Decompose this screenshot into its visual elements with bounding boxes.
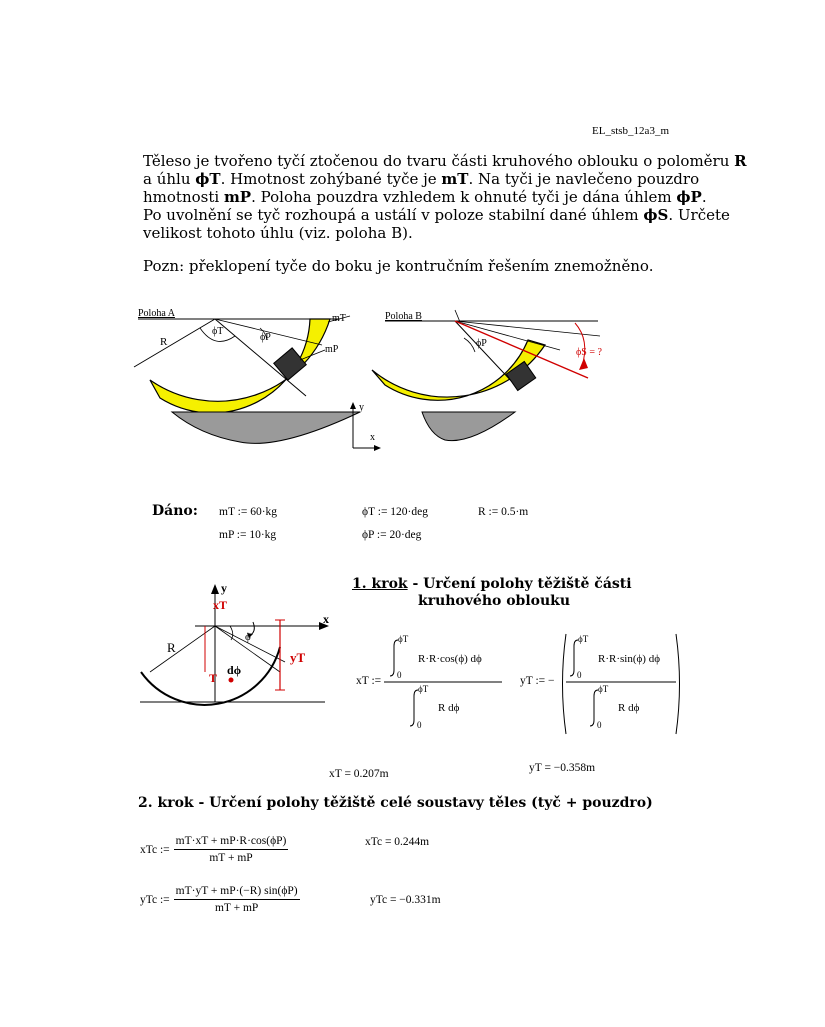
yT-int-lower: 0 [577,670,582,680]
given-R: R := 0.5·m [478,506,529,518]
yTc-result: yTc = −0.331m [370,894,441,906]
intro-text: . Na tyči je navlečeno pouzdro [468,170,700,188]
intro-text: . Určete [668,206,730,224]
xT-denominator: R dϕ [438,702,460,714]
xT-den-int-upper: ϕT [418,684,429,694]
position-b-diagram [372,310,602,441]
yTc-fraction [174,885,300,914]
label-xT-mid: xT [213,598,228,612]
label-R-mid: R [167,640,176,655]
label-phiS: ϕS = ? [576,347,602,358]
given-title: Dáno: [152,503,198,519]
coordinate-axes [350,402,381,451]
mid-axis-y-label: y [221,581,227,595]
xT-int-upper: ϕT [398,634,409,644]
label-T-mid: T [209,671,218,685]
step1-title-line2: kruhového oblouku [418,593,571,609]
intro-text: Po uvolnění se tyč rozhoupá a ustálí v poloze stabilní dané úhlem [143,206,644,224]
intro-line-2 [143,170,699,188]
xTc-result: xTc = 0.244m [365,836,430,848]
yT-formula-fraction [558,630,688,738]
position-a-diagram [134,308,360,443]
yT-numerator: R·R·sin(ϕ) dϕ [598,653,660,665]
label-phi-mid: ϕ [245,631,251,643]
step2-title: 2. krok - Určení polohy těžiště celé soustavy těles (tyč + pouzdro) [138,795,653,811]
sleeve-a [274,348,307,380]
step1-title-text: - Určení polohy těžiště části [407,576,632,592]
position-b-label: Poloha B [385,311,422,322]
arc-centroid-figure [135,572,340,712]
intro-text: . Hmotnost zohýbané tyče je [220,170,442,188]
intro-note: Pozn: překlopení tyče do boku je kontručním řešením znemožněno. [143,257,654,275]
label-mT: mT [332,313,346,324]
mid-axis-x-label: x [323,612,329,626]
intro-text: a úhlu [143,170,196,188]
axis-y-label: y [359,402,364,413]
label-R: R [160,336,168,348]
intro-line-4 [143,206,730,224]
given-phiT: ϕT := 120·deg [362,506,428,518]
centroid-point [229,678,234,683]
intro-symbol-mP: mP [223,188,252,206]
step1-title [352,576,632,592]
label-phiP-b: ϕP [476,338,487,349]
yT-denominator: R dϕ [618,702,640,714]
yTc-formula-lhs: yTc := [140,893,170,906]
yT-den-int-lower: 0 [597,720,602,730]
yTc-denominator: mT + mP [214,902,259,914]
positions-figure [120,300,620,460]
position-a-label: Poloha A [138,308,175,319]
label-dphi-mid: dϕ [227,663,242,677]
yTc-formula [140,885,300,914]
xTc-numerator: mT·xT + mP·R·cos(ϕP) [174,835,289,850]
yT-den-int-upper: ϕT [598,684,609,694]
yT-result: yT = −0.358m [529,762,596,774]
intro-line-5: velikost tohoto úhlu (viz. poloha B). [143,224,413,242]
sleeve-b [506,361,535,390]
intro-text: hmotnosti [143,188,224,206]
step1-number: 1. krok [352,576,408,592]
xT-formula-lhs: xT := [356,675,382,687]
label-yT-mid: yT [290,650,306,665]
base-support-b [422,412,515,441]
xTc-formula [140,835,288,864]
given-mP: mP := 10·kg [219,529,277,541]
intro-symbol-phiS: ϕS [643,206,669,224]
xT-result: xT = 0.207m [329,768,389,780]
yT-formula-lhs: yT := − [520,675,555,687]
xT-numerator: R·R·cos(ϕ) dϕ [418,653,482,665]
yTc-numerator: mT·yT + mP·(−R) sin(ϕP) [174,885,300,900]
intro-text: . [701,188,707,206]
yT-int-upper: ϕT [578,634,589,644]
base-support-a [172,412,360,443]
label-phiT: ϕT [212,326,224,337]
intro-symbol-R: R [734,152,747,170]
xTc-fraction [174,835,289,864]
y-axis-arrow [211,584,219,594]
intro-line-3 [143,188,707,206]
document-id: EL_stsb_12a3_m [592,125,669,137]
intro-symbol-phiT: ϕT [195,170,221,188]
axis-x-label: x [370,432,375,443]
intro-line-1 [143,152,747,170]
intro-symbol-phiP: ϕP [676,188,702,206]
given-phiP: ϕP := 20·deg [362,529,422,541]
xTc-denominator: mT + mP [209,852,253,864]
intro-text: Těleso je tvořeno tyčí ztočenou do tvaru části kruhového oblouku o poloměru [143,152,735,170]
intro-text: . Poloha pouzdra vzhledem k ohnuté tyči je dána úhlem [251,188,677,206]
label-phiP: ϕP [260,332,271,343]
label-mP: mP [325,344,339,355]
intro-symbol-mT: mT [441,170,469,188]
xT-formula-fraction [384,632,504,737]
xTc-formula-lhs: xTc := [140,843,170,856]
given-mT: mT := 60·kg [219,506,278,518]
xT-den-int-lower: 0 [417,720,422,730]
xT-int-lower: 0 [397,670,402,680]
